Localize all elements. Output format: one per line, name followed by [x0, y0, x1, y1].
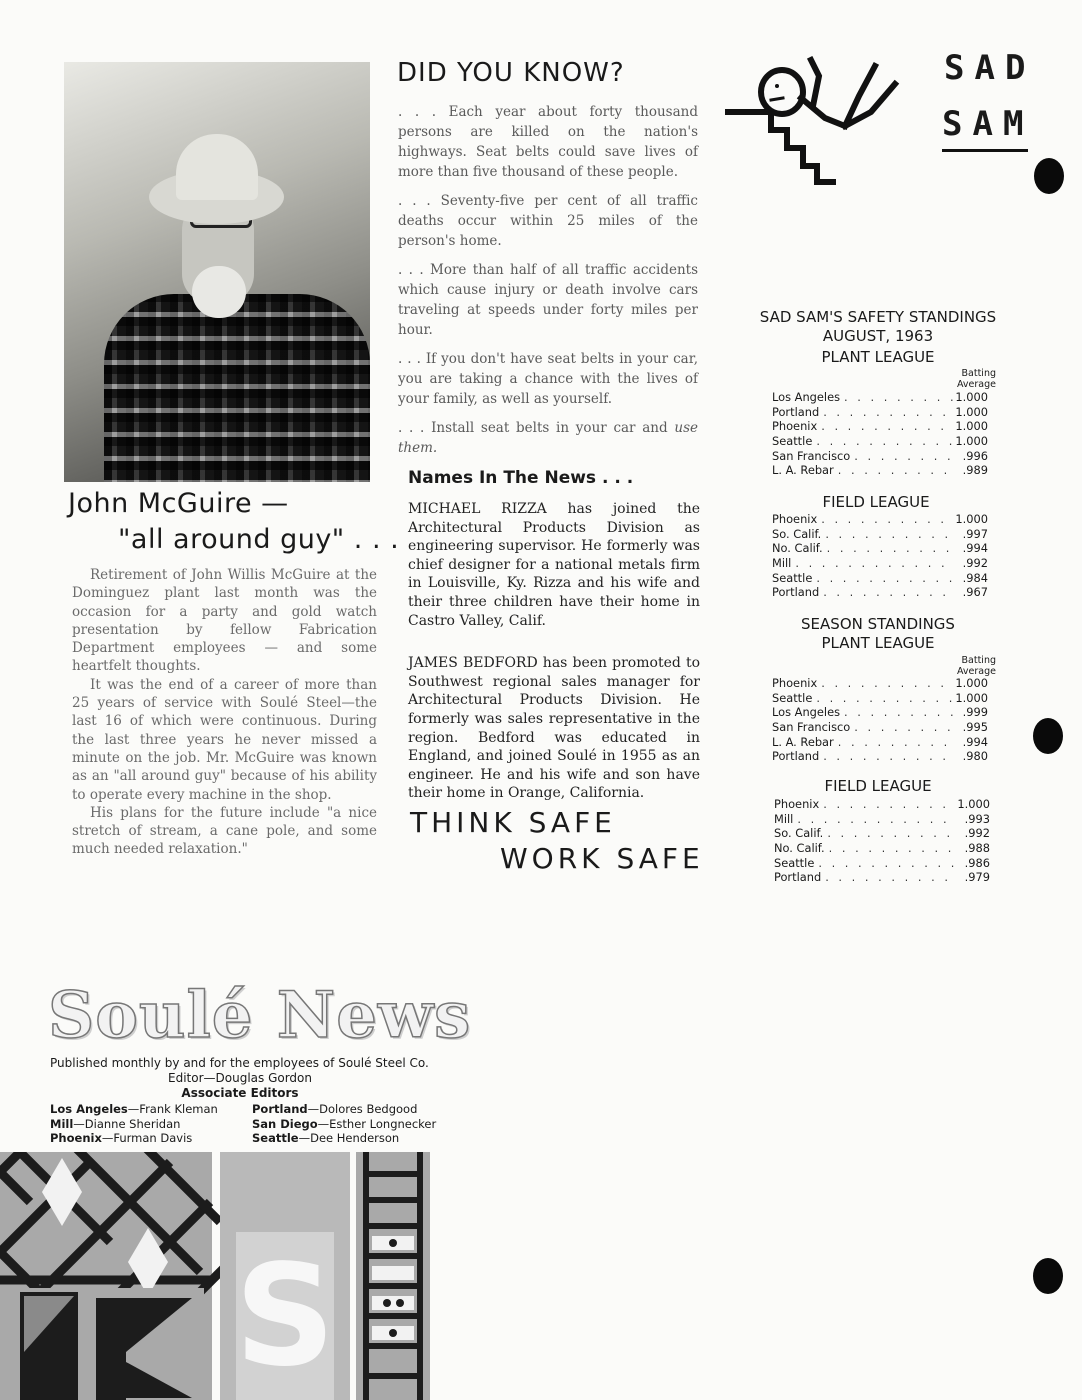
sad-sam-falling-figure-icon	[725, 56, 900, 186]
did-you-know-body	[398, 102, 698, 467]
masthead-decorative-graphic	[0, 1152, 430, 1400]
batting-label: Batting	[961, 655, 996, 666]
table-row: San Francisco . . . .996	[772, 449, 988, 464]
table-row: L. A. Rebar . . . .989	[772, 463, 988, 478]
august-plant-league-title: PLANT LEAGUE	[821, 348, 935, 366]
punch-hole-icon	[1033, 718, 1063, 754]
table-row: Los Angeles . . . 1.000	[772, 390, 988, 405]
news-item-bedford: JAMES BEDFORD has been promoted to Southwest regional sales manager for Architectural Products Division. He formerly was sales representative in the region. Bedford was educated in England, and joined Soulé in 1955 as an engineer. He and his wife and son have their home in Orange, California.	[408, 655, 700, 802]
standings-month: AUGUST, 1963	[822, 327, 934, 345]
table-row: Portland . . . 1.000	[772, 405, 988, 420]
punch-hole-icon	[1034, 158, 1064, 194]
john-mcguire-photo	[64, 62, 370, 482]
table-row: Portland . . . .980	[772, 749, 988, 764]
table-row: Phoenix . . . 1.000	[772, 676, 988, 691]
season-standings-title: SEASON STANDINGS	[801, 615, 955, 633]
masthead-title: Soulé News	[48, 978, 472, 1053]
batting-average-label	[936, 655, 996, 677]
did-you-know-item: . . . Seventy-five per cent of all traffic deaths occur within 25 miles of the person's home.	[398, 193, 698, 249]
slogan-work-safe: WORK SAFE	[500, 842, 704, 875]
did-you-know-item: . . . More than half of all traffic accidents which cause injury or death involve cars traveling at speeds under forty miles per hour.	[398, 262, 698, 338]
did-you-know-item: . . . Each year about forty thousand persons are killed on the nation's highways. Seat belts could save lives of more than five thousand of these people.	[398, 104, 698, 180]
table-row: Seattle . . . .986	[774, 856, 990, 871]
table-row: No. Calif. . . . .994	[772, 541, 988, 556]
table-row: Seattle . . . 1.000	[772, 691, 988, 706]
table-row: So. Calif. . . . .997	[772, 527, 988, 542]
table-row: L. A. Rebar . . . .994	[772, 735, 988, 750]
season-field-standings	[774, 797, 990, 885]
table-row: Phoenix . . . 1.000	[772, 419, 988, 434]
sad-sam-word-sam: SAM	[942, 104, 1034, 144]
associate-editors-right	[252, 1102, 436, 1146]
staircase-icon	[727, 112, 833, 182]
table-row: No. Calif. . . . .988	[774, 841, 990, 856]
mcguire-headline-line2: "all around guy" . . .	[118, 524, 400, 555]
batting-average-label	[936, 368, 996, 390]
names-in-news-title: Names In The News . . .	[408, 468, 634, 488]
mcguire-headline-line1: John McGuire —	[68, 488, 289, 519]
august-field-standings	[772, 512, 988, 600]
news-item-rizza: MICHAEL RIZZA has joined the Architectural Products Division as engineering supervisor. He formerly was chief designer for a national metals firm in Louisville, Ky. Rizza and his wife and their three children have their home in Castro Valley, Calif.	[408, 501, 700, 629]
associate-editors-left	[50, 1102, 218, 1146]
masthead-published-line: Published monthly by and for the employees of Soulé Steel Co.	[50, 1056, 429, 1070]
staff-entry: San Diego—Esther Longnecker	[252, 1116, 437, 1131]
did-you-know-emphasis: use them.	[398, 420, 698, 456]
mcguire-paragraph: His plans for the future include "a nice stretch of stream, a cane pole, and some much needed relaxation."	[72, 804, 377, 858]
table-row: So. Calif. . . . .992	[774, 826, 990, 841]
table-row: Seattle . . . 1.000	[772, 434, 988, 449]
did-you-know-last-text: . . . Install seat belts in your car and	[398, 420, 675, 436]
sad-sam-word-sad: SAD	[944, 48, 1036, 88]
season-field-league-title: FIELD LEAGUE	[824, 777, 932, 795]
table-row: San Francisco . . . .995	[772, 720, 988, 735]
table-row: Portland . . . .979	[774, 870, 990, 885]
august-plant-standings	[772, 390, 988, 478]
slogan-think-safe: THINK SAFE	[410, 806, 616, 839]
did-you-know-item: . . . If you don't have seat belts in your car, you are taking a chance with the lives of your family, as well as yourself.	[398, 351, 698, 407]
table-row: Los Angeles . . . .999	[772, 705, 988, 720]
table-row: Phoenix . . . 1.000	[774, 797, 990, 812]
batting-label: Batting	[961, 368, 996, 379]
staff-entry: Portland—Dolores Bedgood	[252, 1102, 418, 1116]
masthead-graphic-letter: S	[234, 1235, 336, 1398]
staff-entry: Mill—Dianne Sheridan	[50, 1116, 181, 1131]
staff-entry: Seattle—Dee Henderson	[252, 1131, 400, 1145]
did-you-know-title: DID YOU KNOW?	[397, 58, 625, 88]
mcguire-paragraph: Retirement of John Willis McGuire at the Dominguez plant last month was the occasion for a party and gold watch presentation by fellow Fabrication Department employees — and some heartfelt thoughts.	[72, 567, 377, 675]
table-row: Mill . . . .993	[774, 812, 990, 827]
standings-title: SAD SAM'S SAFETY STANDINGS	[759, 308, 997, 326]
table-row: Portland . . . .967	[772, 585, 988, 600]
table-row: Phoenix . . . 1.000	[772, 512, 988, 527]
season-plant-standings	[772, 676, 988, 764]
mcguire-paragraph: It was the end of a career of more than 25 years of service with Soulé Steel—the last 16 of which were continuous. During the last three years he never missed a minute on the job. Mr. McGuire was known as an "all around guy" because of his ability to operate every machine in the shop.	[72, 676, 377, 803]
august-field-league-title: FIELD LEAGUE	[822, 493, 930, 511]
staff-entry: Los Angeles—Frank Kleman	[50, 1102, 218, 1116]
masthead-associates-heading: Associate Editors	[181, 1086, 299, 1100]
sad-sam-underline	[942, 149, 1028, 152]
season-plant-league-title: PLANT LEAGUE	[821, 634, 935, 652]
did-you-know-item-last	[398, 418, 698, 458]
names-in-news-body	[408, 500, 700, 827]
table-row: Mill . . . .992	[772, 556, 988, 571]
punch-hole-icon	[1033, 1258, 1063, 1294]
average-label: Average	[956, 379, 996, 390]
masthead-editor: Editor—Douglas Gordon	[168, 1071, 312, 1085]
average-label: Average	[956, 666, 996, 677]
staff-entry: Phoenix—Furman Davis	[50, 1131, 193, 1145]
table-row: Seattle . . . .984	[772, 571, 988, 586]
mcguire-article-body	[72, 566, 377, 859]
